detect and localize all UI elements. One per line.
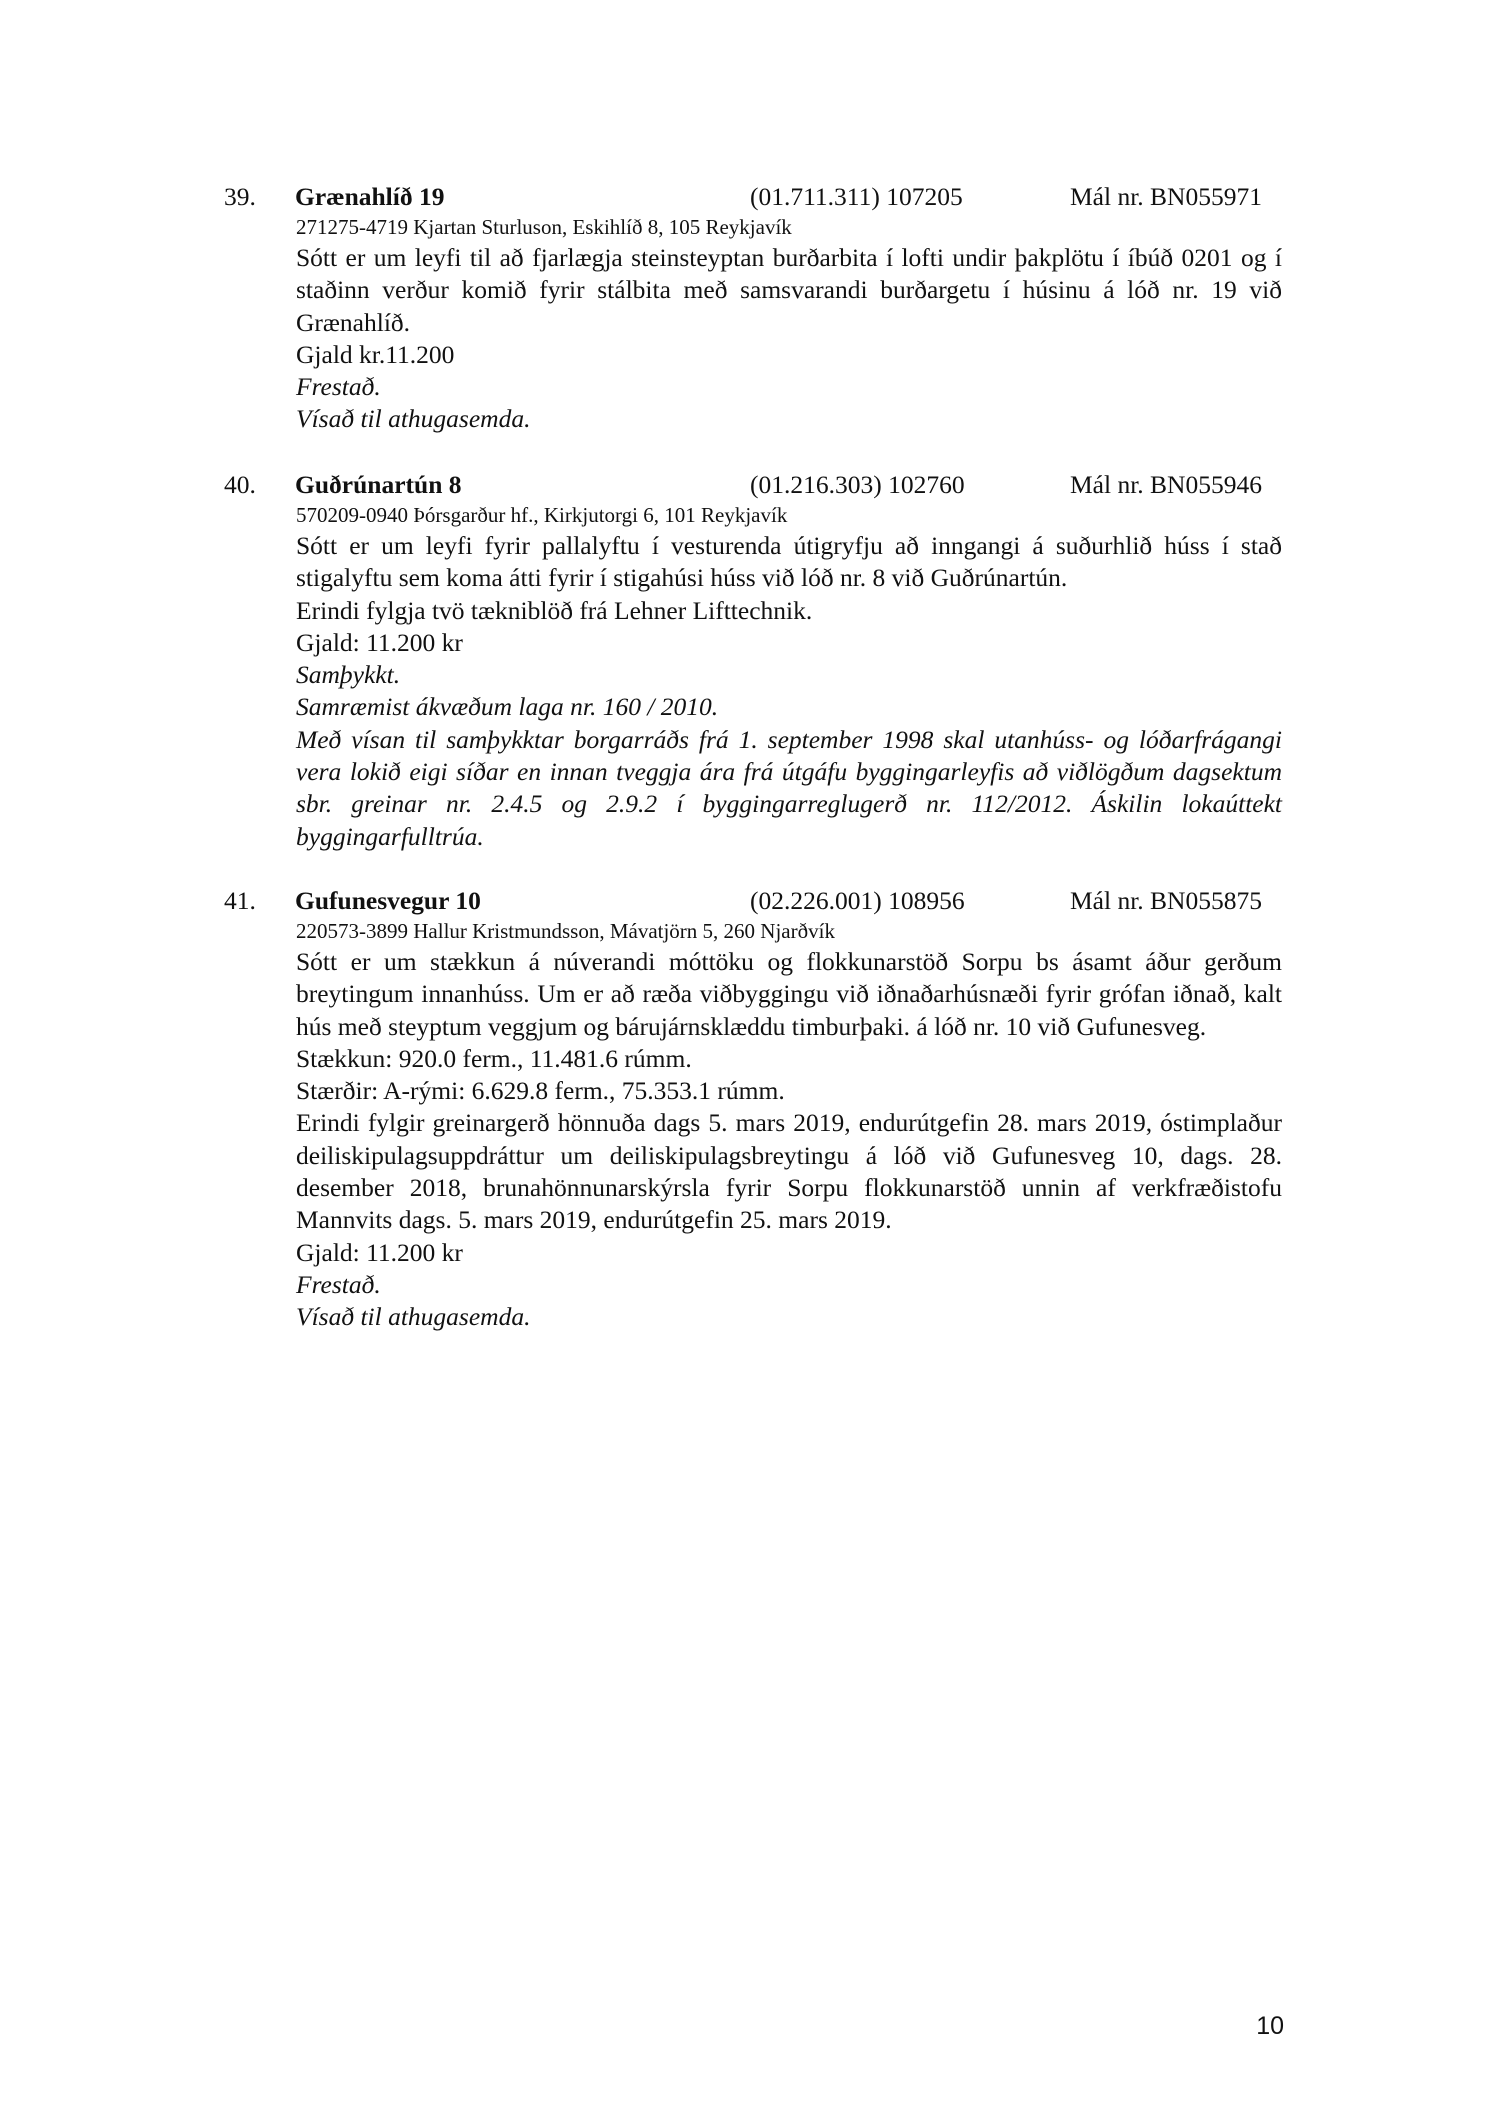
case-attachments: Erindi fylgir greinargerð hönnuða dags 5. mars 2019, endurútgefin 28. mars 2019, óstimplaður deiliskipulagsuppdráttur um deiliskipulagsbreytingu á lóð við Gufunesveg 10, dags. 28. desember 2018, brunahönnunarskýrsla fyrir Sorpu flokkunarstöð unnin af verkfræðistofu Mannvits dags. 5. mars 2019, endurútgefin 25. mars 2019. bbox=[296, 1108, 1282, 1235]
case-body bbox=[296, 502, 1282, 853]
case-address: Gufunesvegur 10 bbox=[295, 886, 481, 915]
case-header bbox=[224, 180, 1282, 214]
case-note: Vísað til athugasemda. bbox=[296, 1302, 531, 1332]
case-description: Sótt er um leyfi til að fjarlægja steinsteyptan burðarbita í lofti undir þakplötu í íbúð 0201 og í staðinn verður komið fyrir stálbita með samsvarandi burðargetu í húsinu á lóð nr. 19 við Grænahlíð. bbox=[296, 243, 1282, 337]
case-law: Samræmist ákvæðum laga nr. 160 / 2010. bbox=[296, 692, 719, 722]
case-applicant: 271275-4719 Kjartan Sturluson, Eskihlíð 8, 105 Reykjavík bbox=[296, 215, 792, 239]
case-number-label: Mál nr. BN055875 bbox=[1070, 886, 1262, 915]
case-sizes: Stærðir: A-rými: 6.629.8 ferm., 75.353.1 rúmm. bbox=[296, 1076, 785, 1106]
case-fee: Gjald: 11.200 kr bbox=[296, 1237, 463, 1267]
case-attachments: Erindi fylgja tvö tækniblöð frá Lehner Lifttechnik. bbox=[296, 595, 813, 625]
case-decision: Samþykkt. bbox=[296, 660, 401, 690]
case-number-label: Mál nr. BN055946 bbox=[1070, 470, 1262, 499]
case-reference: (01.216.303) 102760 bbox=[750, 470, 965, 499]
case-description: Sótt er um leyfi fyrir pallalyftu í vesturenda útigryfju að inngangi á suðurhlið húss í stað stigalyftu sem koma átti fyrir í stigahúsi húss við lóð nr. 8 við Guðrúnartún. bbox=[296, 531, 1282, 593]
case-reference: (01.711.311) 107205 bbox=[750, 182, 963, 211]
case-fee: Gjald: 11.200 kr bbox=[296, 627, 463, 657]
case-applicant: 570209-0940 Þórsgarður hf., Kirkjutorgi 6, 101 Reykjavík bbox=[296, 503, 788, 527]
case-decision: Frestað. bbox=[296, 372, 381, 402]
case-number: 41. bbox=[224, 886, 256, 915]
case-number-label: Mál nr. BN055971 bbox=[1070, 182, 1262, 211]
case-number: 40. bbox=[224, 470, 256, 499]
case-decision: Frestað. bbox=[296, 1269, 381, 1299]
case-number: 39. bbox=[224, 182, 256, 211]
case-41 bbox=[224, 884, 1282, 1334]
case-fee: Gjald kr.11.200 bbox=[296, 339, 455, 369]
case-applicant: 220573-3899 Hallur Kristmundsson, Mávatjörn 5, 260 Njarðvík bbox=[296, 919, 835, 943]
case-address: Grænahlíð 19 bbox=[295, 182, 445, 211]
case-header bbox=[224, 468, 1282, 502]
case-39 bbox=[224, 180, 1282, 436]
case-body bbox=[296, 918, 1282, 1334]
case-body bbox=[296, 214, 1282, 436]
case-reference: (02.226.001) 108956 bbox=[750, 886, 965, 915]
case-enlargement: Stækkun: 920.0 ferm., 11.481.6 rúmm. bbox=[296, 1043, 692, 1073]
case-condition: Með vísan til samþykktar borgarráðs frá 1. september 1998 skal utanhúss- og lóðarfrágangi vera lokið eigi síðar en innan tveggja ára frá útgáfu byggingarleyfis að viðlögðum dagsektum sbr. greinar nr. 2.4.5 og 2.9.2 í byggingarreglugerð nr. 112/2012. Áskilin lokaúttekt byggingarfulltrúa. bbox=[296, 724, 1282, 851]
case-40 bbox=[224, 468, 1282, 853]
page-number: 10 bbox=[1256, 2012, 1284, 2040]
case-address: Guðrúnartún 8 bbox=[295, 470, 462, 499]
case-header bbox=[224, 884, 1282, 918]
case-note: Vísað til athugasemda. bbox=[296, 404, 531, 434]
case-description: Sótt er um stækkun á núverandi móttöku og flokkunarstöð Sorpu bs ásamt áður gerðum breytingum innanhúss. Um er að ræða viðbyggingu við iðnaðarhúsnæði fyrir grófan iðnað, kalt hús með steyptum veggjum og bárujárnsklæddu timburþaki. á lóð nr. 10 við Gufunesveg. bbox=[296, 947, 1282, 1041]
